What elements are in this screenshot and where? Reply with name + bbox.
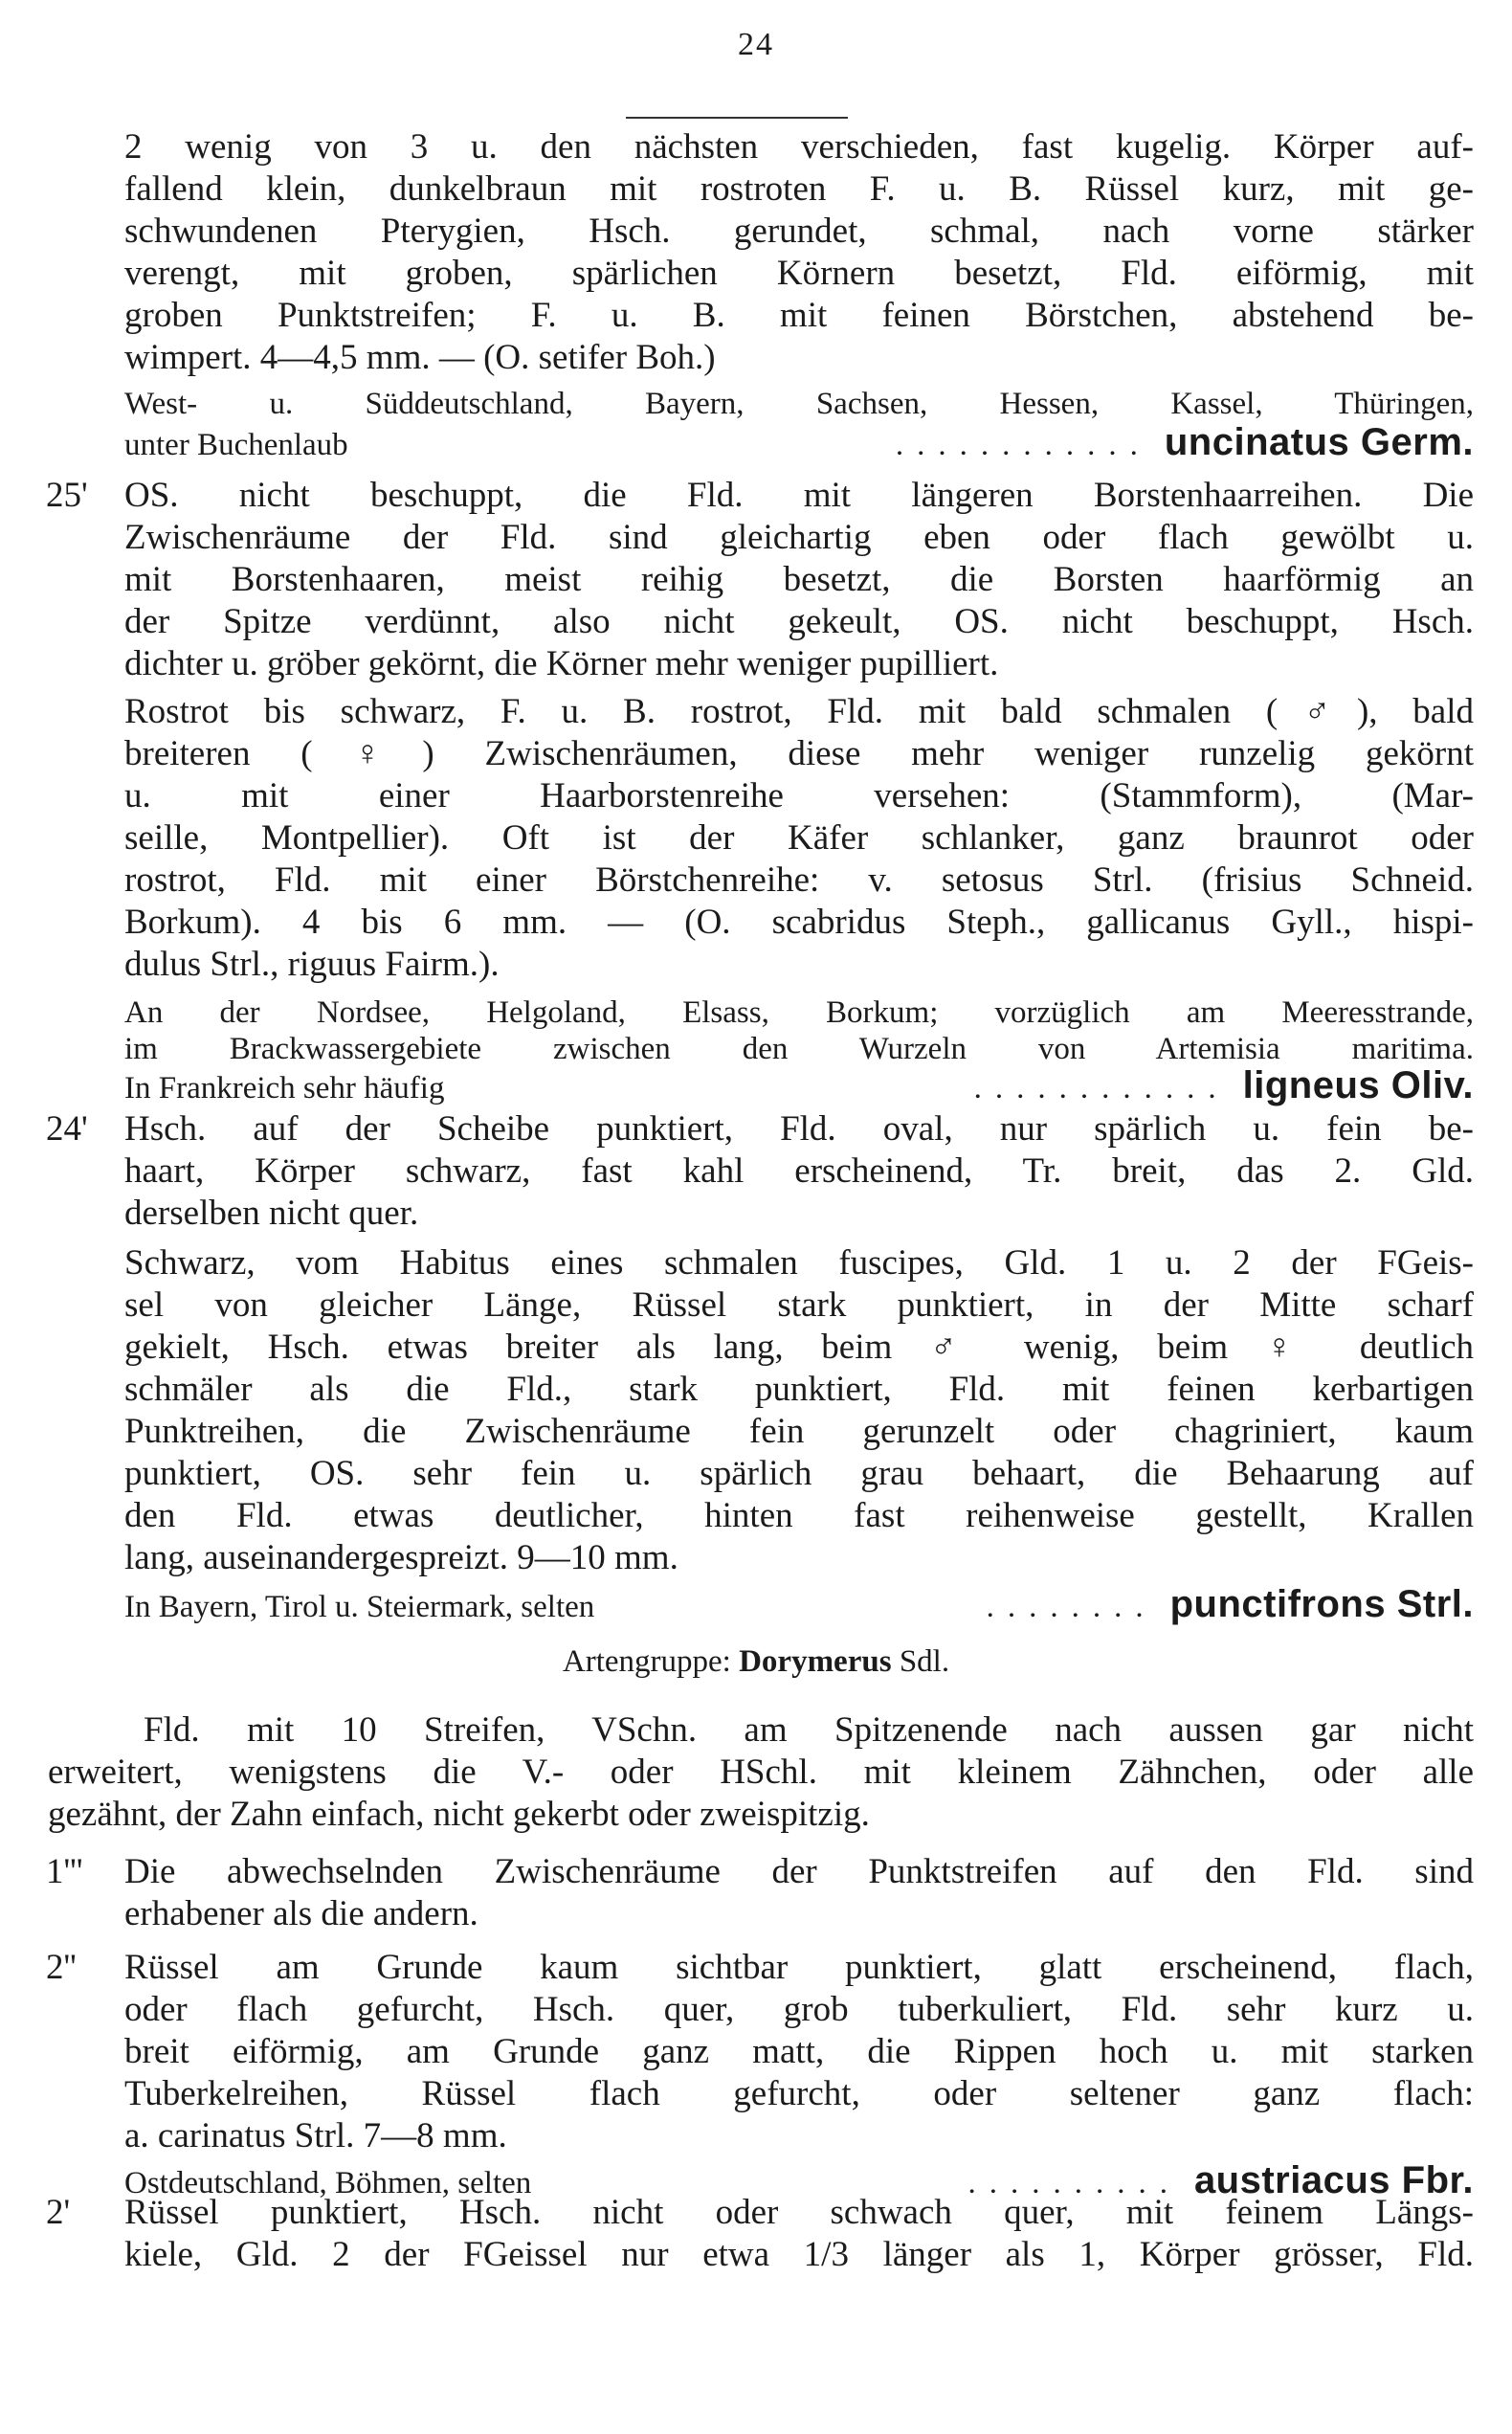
key-entry-2prime bbox=[124, 2192, 1474, 2284]
leader-dots: ............ bbox=[973, 1071, 1230, 1105]
text-line: erweitert, wenigstens die V.- oder HSchl. mit kleinem Zähnchen, oder alle bbox=[48, 1753, 1474, 1792]
locality-line: An der Nordsee, Helgoland, Elsass, Borkum; vorzüglich am Meeresstrande, bbox=[124, 995, 1474, 1030]
text-line: Rüssel am Grunde kaum sichtbar punktiert, glatt erscheinend, flach, bbox=[124, 1948, 1474, 1987]
species-name: austriacus Fbr. bbox=[1193, 2159, 1474, 2201]
locality-text: Ostdeutschland, Böhmen, selten bbox=[124, 2166, 532, 2200]
key-entry-uncinatus bbox=[124, 126, 1474, 471]
text-line: a. carinatus Strl. 7—8 mm. bbox=[124, 2116, 507, 2155]
heading-author: Sdl. bbox=[899, 1644, 950, 1679]
text-line: Zwischenräume der Fld. sind gleichartig eben oder flach gewölbt u. bbox=[124, 518, 1474, 557]
text-line: dulus Strl., riguus Fairm.). bbox=[124, 945, 500, 984]
text-line: wimpert. 4—4,5 mm. — (O. setifer Boh.) bbox=[124, 338, 716, 377]
text-line: fallend klein, dunkelbraun mit rostroten F. u. B. Rüssel kurz, mit ge- bbox=[124, 169, 1474, 209]
group-description bbox=[48, 1709, 1474, 1843]
text-line: Rüssel punktiert, Hsch. nicht oder schwach quer, mit feinem Längs- bbox=[124, 2193, 1474, 2232]
key-number: 24' bbox=[46, 1109, 88, 1149]
text-line: kiele, Gld. 2 der FGeissel nur etwa 1/3 länger als 1, Körper grösser, Fld. bbox=[124, 2235, 1474, 2274]
key-entry-punctifrons bbox=[124, 1108, 1474, 1625]
text-line: dichter u. gröber gekörnt, die Körner mehr weniger pupilliert. bbox=[124, 644, 999, 683]
locality-line: im Brackwassergebiete zwischen den Wurzeln von Artemisia maritima. bbox=[124, 1032, 1474, 1066]
text-line: erhabener als die andern. bbox=[124, 1894, 478, 1933]
text-line: gezähnt, der Zahn einfach, nicht gekerbt oder zweispitzig. bbox=[48, 1795, 870, 1834]
top-rule bbox=[626, 117, 848, 119]
text-line: derselben nicht quer. bbox=[124, 1194, 419, 1233]
text-line: der Spitze verdünnt, also nicht gekeult, OS. nicht beschuppt, Hsch. bbox=[124, 602, 1474, 641]
species-line bbox=[124, 421, 1474, 466]
text-line: 2 wenig von 3 u. den nächsten verschieden, fast kugelig. Körper auf- bbox=[124, 127, 1474, 167]
key-number: 2'' bbox=[46, 1948, 77, 1987]
text-line: oder flach gefurcht, Hsch. quer, grob tuberkuliert, Fld. sehr kurz u. bbox=[124, 1990, 1474, 2029]
text-line: Fld. mit 10 Streifen, VSchn. am Spitzenende nach aussen gar nicht bbox=[144, 1710, 1474, 1750]
text-line: schwundenen Pterygien, Hsch. gerundet, schmal, nach vorne stärker bbox=[124, 212, 1474, 251]
text-line: gekielt, Hsch. etwas breiter als lang, beim ♂ wenig, beim ♀ deutlich bbox=[124, 1328, 1474, 1367]
leader-dots: ............ bbox=[895, 428, 1151, 462]
locality-text: In Frankreich sehr häufig bbox=[124, 1071, 445, 1105]
species-line bbox=[124, 1583, 1474, 1628]
species-line bbox=[124, 1064, 1474, 1109]
text-line: breit eiförmig, am Grunde ganz matt, die Rippen hoch u. mit starken bbox=[124, 2032, 1474, 2071]
text-line: Hsch. auf der Scheibe punktiert, Fld. oval, nur spärlich u. fein be- bbox=[124, 1109, 1474, 1149]
locality-line: West- u. Süddeutschland, Bayern, Sachsen, Hessen, Kassel, Thüringen, bbox=[124, 387, 1474, 421]
key-entry-austriacus bbox=[124, 1947, 1474, 2205]
key-entry-ligneus bbox=[124, 475, 1474, 1106]
text-line: punktiert, OS. sehr fein u. spärlich grau behaart, die Behaarung auf bbox=[124, 1454, 1474, 1493]
key-entry-1 bbox=[124, 1851, 1474, 1937]
heading-genus: Dorymerus bbox=[739, 1644, 892, 1679]
text-line: verengt, mit groben, spärlichen Körnern besetzt, Fld. eiförmig, mit bbox=[124, 254, 1474, 293]
text-line: groben Punktstreifen; F. u. B. mit feinen Börstchen, abstehend be- bbox=[124, 296, 1474, 335]
text-line: Rostrot bis schwarz, F. u. B. rostrot, Fld. mit bald schmalen (♂), bald bbox=[124, 692, 1474, 731]
text-line: u. mit einer Haarborstenreihe versehen: (Stammform), (Mar- bbox=[124, 776, 1474, 815]
text-line: lang, auseinandergespreizt. 9—10 mm. bbox=[124, 1538, 678, 1577]
heading-prefix: Artengruppe: bbox=[562, 1644, 731, 1679]
locality-text: In Bayern, Tirol u. Steiermark, selten bbox=[124, 1590, 595, 1624]
species-name: punctifrons Strl. bbox=[1169, 1583, 1474, 1625]
text-line: den Fld. etwas deutlicher, hinten fast reihenweise gestellt, Krallen bbox=[124, 1496, 1474, 1535]
leader-dots: ........ bbox=[986, 1590, 1157, 1624]
text-line: rostrot, Fld. mit einer Börstchenreihe: v. setosus Strl. (frisius Schneid. bbox=[124, 860, 1474, 900]
text-line: Punktreihen, die Zwischenräume fein gerunzelt oder chagriniert, kaum bbox=[124, 1412, 1474, 1451]
section-heading bbox=[0, 1644, 1512, 1680]
key-number: 25' bbox=[46, 476, 88, 515]
text-line: haart, Körper schwarz, fast kahl erscheinend, Tr. breit, das 2. Gld. bbox=[124, 1151, 1474, 1191]
text-line: Schwarz, vom Habitus eines schmalen fuscipes, Gld. 1 u. 2 der FGeis- bbox=[124, 1243, 1474, 1283]
text-line: sel von gleicher Länge, Rüssel stark punktiert, in der Mitte scharf bbox=[124, 1285, 1474, 1325]
species-name: uncinatus Germ. bbox=[1164, 421, 1474, 463]
key-number: 2' bbox=[46, 2193, 71, 2232]
species-name: ligneus Oliv. bbox=[1242, 1064, 1474, 1106]
text-line: schmäler als die Fld., stark punktiert, Fld. mit feinen kerbartigen bbox=[124, 1370, 1474, 1409]
text-line: Tuberkelreihen, Rüssel flach gefurcht, oder seltener ganz flach: bbox=[124, 2074, 1474, 2113]
leader-dots: .......... bbox=[967, 2166, 1181, 2200]
key-number: 1''' bbox=[46, 1852, 83, 1891]
text-line: Borkum). 4 bis 6 mm. — (O. scabridus Steph., gallicanus Gyll., hispi- bbox=[124, 903, 1474, 942]
text-line: mit Borstenhaaren, meist reihig besetzt, die Borsten haarförmig an bbox=[124, 560, 1474, 599]
page-number: 24 bbox=[738, 27, 774, 62]
text-line: Die abwechselnden Zwischenräume der Punktstreifen auf den Fld. sind bbox=[124, 1852, 1474, 1891]
text-line: seille, Montpellier). Oft ist der Käfer schlanker, ganz braunrot oder bbox=[124, 818, 1474, 858]
locality-text: unter Buchenlaub bbox=[124, 428, 348, 462]
text-line: OS. nicht beschuppt, die Fld. mit längeren Borstenhaarreihen. Die bbox=[124, 476, 1474, 515]
text-line: breiteren (♀) Zwischenräumen, diese mehr weniger runzelig gekörnt bbox=[124, 734, 1474, 773]
